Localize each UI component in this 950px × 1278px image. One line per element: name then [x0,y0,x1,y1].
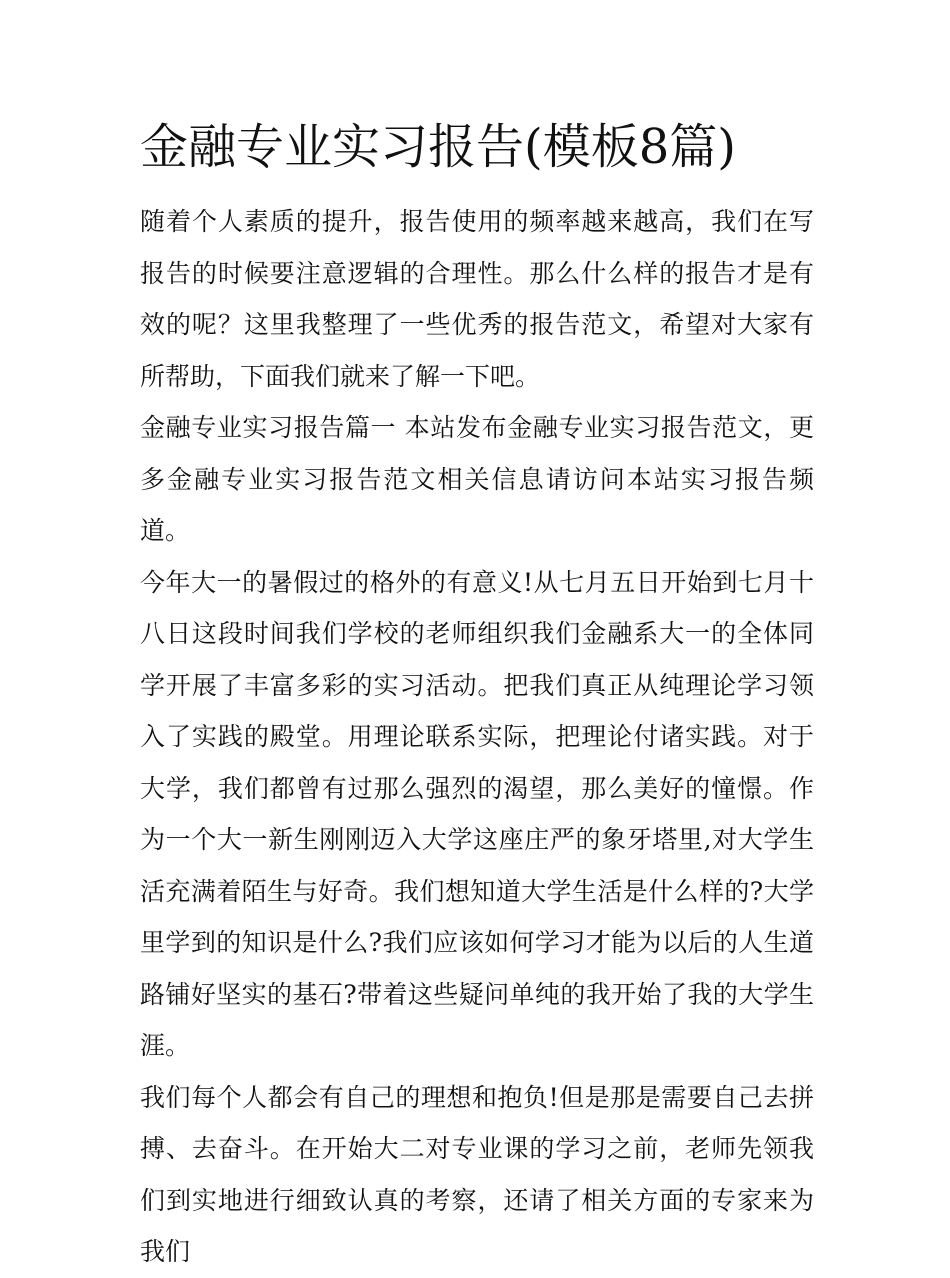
paragraph-ideals: 我们每个人都会有自己的理想和抱负!但是那是需要自己去拼搏、去奋斗。在开始大二对专业课的学习之前，老师先领我们到实地进行细致认真的考察，还请了相关方面的专家来为我们 [140,1082,814,1266]
paragraph-intro: 随着个人素质的提升，报告使用的频率越来越高，我们在写报告的时候要注意逻辑的合理性。那么什么样的报告才是有效的呢？这里我整理了一些优秀的报告范文，希望对大家有所帮助，下面我们就来了解一下吧。 [140,207,814,391]
paragraph-summer-internship: 今年大一的暑假过的格外的有意义!从七月五日开始到七月十八日这段时间我们学校的老师组织我们金融系大一的全体同学开展了丰富多彩的实习活动。把我们真正从纯理论学习领入了实践的殿堂。用理论联系实际，把理论付诸实践。对于大学，我们都曾有过那么强烈的渴望，那么美好的憧憬。作为一个大一新生刚刚迈入大学这座庄严的象牙塔里,对大学生活充满着陌生与好奇。我们想知道大学生活是什么样的?大学里学到的知识是什么?我们应该如何学习才能为以后的人生道路铺好坚实的基石?带着这些疑问单纯的我开始了我的大学生涯。 [140,567,814,1060]
document-body [140,196,814,1278]
paragraph-section-one-note: 金融专业实习报告篇一 本站发布金融专业实习报告范文，更多金融专业实习报告范文相关信息请访问本站实习报告频道。 [140,413,814,545]
document-title: 金融专业实习报告(模板8篇) [140,119,736,175]
